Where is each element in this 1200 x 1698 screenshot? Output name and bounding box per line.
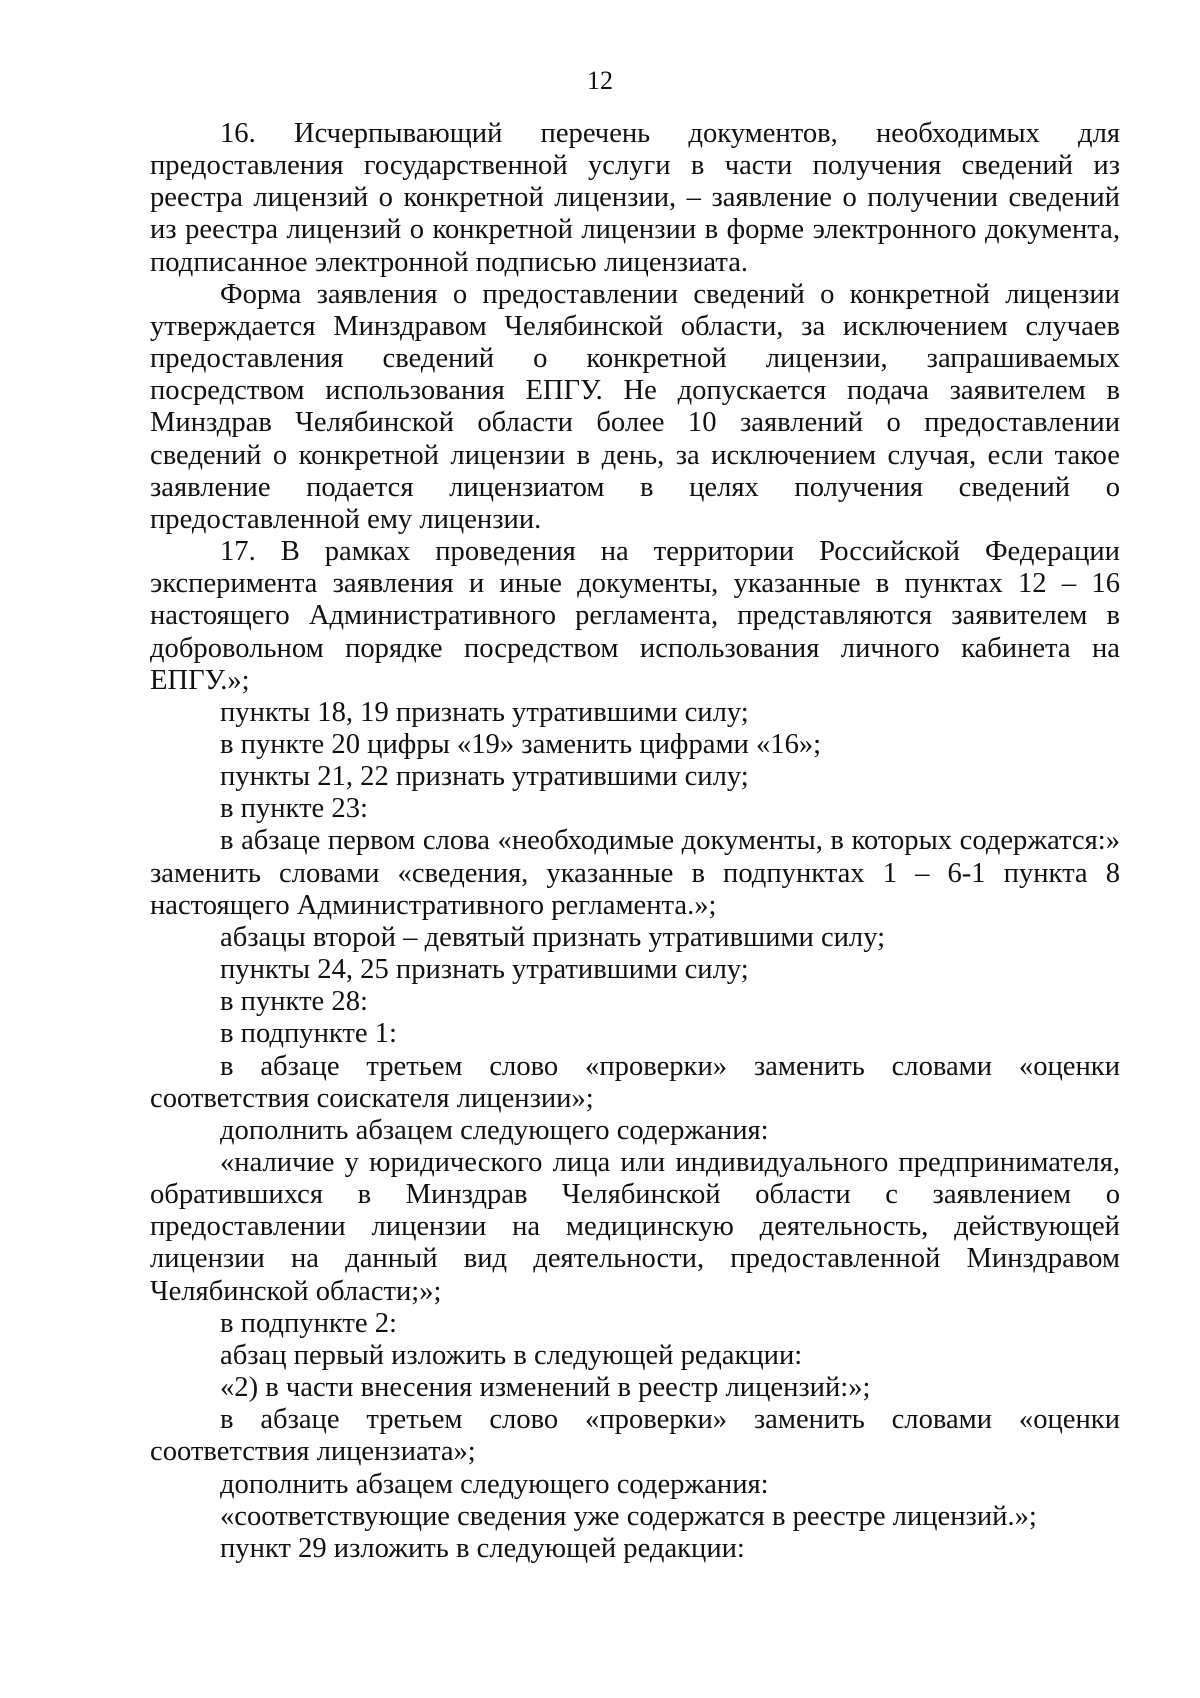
- amendment-line: пункт 29 изложить в следующей редакции:: [220, 1532, 745, 1564]
- amendment-line: пункты 21, 22 признать утратившими силу;: [220, 761, 749, 793]
- amendment-line: в абзаце третьем слово «проверки» заменить словами «оценки соответствия соискателя лицензии»;: [150, 1050, 1120, 1114]
- paragraph-form: Форма заявления о предоставлении сведений о конкретной лицензии утверждается Минздравом Челябинской области, за исключением случаев предоставления сведений о конкретной лицензии, запрашиваемых посредством использования ЕПГУ. Не допускается подача заявителем в Минздрав Челябинской области более 10 заявлений о предоставлении сведений о конкретной лицензии в день, за исключением случая, если такое заявление подается лицензиатом в целях получения сведений о предоставленной ему лицензии.: [150, 278, 1120, 535]
- amendment-line: пункты 18, 19 признать утратившими силу;: [220, 696, 749, 728]
- amendment-line: в пункте 20 цифры «19» заменить цифрами «16»;: [220, 728, 822, 760]
- amendment-line: дополнить абзацем следующего содержания:: [220, 1468, 769, 1500]
- amendment-line: пункты 24, 25 признать утратившими силу;: [220, 954, 749, 986]
- amendment-line: в абзаце первом слова «необходимые документы, в которых содержатся:» заменить словами «сведения, указанные в подпунктах 1 – 6-1 пункта 8 настоящего Административного регламента.»;: [150, 825, 1120, 921]
- paragraph-17: 17. В рамках проведения на территории Российской Федерации эксперимента заявления и иные документы, указанные в пунктах 12 – 16 настоящего Административного регламента, представляются заявителем в добровольном порядке посредством использования личного кабинета на ЕПГУ.»;: [150, 536, 1120, 696]
- amendment-line: в подпункте 1:: [220, 1018, 397, 1050]
- paragraph-16: 16. Исчерпывающий перечень документов, необходимых для предоставления государственной услуги в части получения сведений из реестра лицензий о конкретной лицензии, – заявление о получении сведений из реестра лицензий о конкретной лицензии в форме электронного документа, подписанное электронной подписью лицензиата.: [150, 118, 1120, 278]
- amendment-line: абзацы второй – девятый признать утратившими силу;: [220, 921, 886, 953]
- amendment-line: «наличие у юридического лица или индивидуального предпринимателя, обратившихся в Минздрав Челябинской области с заявлением о предоставлении лицензии на медицинскую деятельность, действующей лицензии на данный вид деятельности, предоставленной Минздравом Челябинской области;»;: [150, 1147, 1120, 1307]
- amendment-line: «2) в части внесения изменений в реестр лицензий:»;: [220, 1372, 871, 1404]
- amendment-line: в подпункте 2:: [220, 1307, 397, 1339]
- amendment-line: дополнить абзацем следующего содержания:: [220, 1114, 769, 1146]
- amendment-line: в пункте 28:: [220, 986, 368, 1018]
- document-body: [150, 118, 1120, 1565]
- amendment-line: «соответствующие сведения уже содержатся в реестре лицензий.»;: [220, 1500, 1037, 1532]
- page-number: 12: [587, 66, 613, 95]
- amendment-line: абзац первый изложить в следующей редакции:: [220, 1339, 803, 1371]
- amendment-line: в абзаце третьем слово «проверки» заменить словами «оценки соответствия лицензиата»;: [150, 1404, 1120, 1468]
- amendment-line: в пункте 23:: [220, 793, 368, 825]
